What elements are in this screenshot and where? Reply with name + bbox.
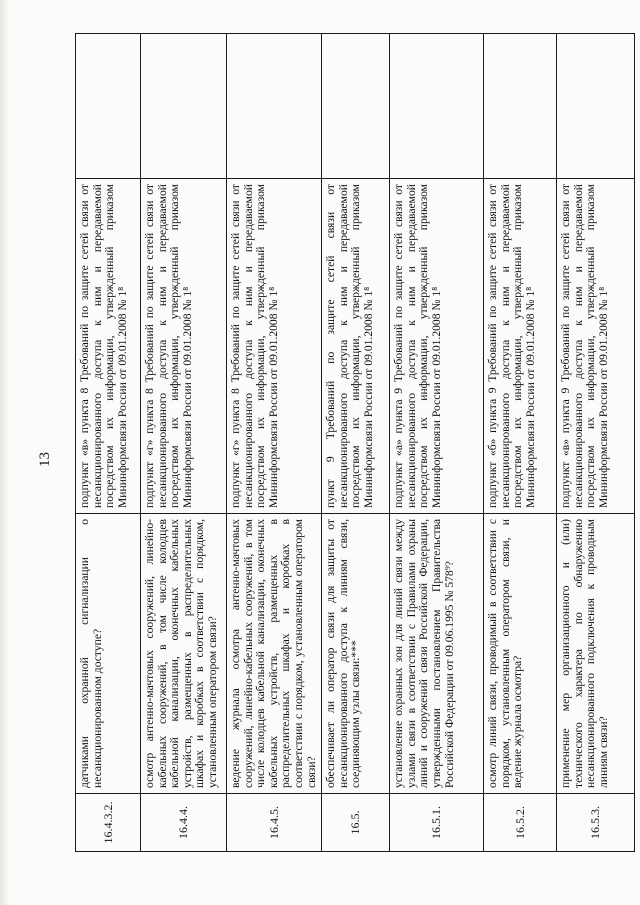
item-requirement: подпункт «г» пункта 8 Требований по защите сетей связи от несанкционированного доступа к ним и передаваемой посредством их информации, утвержденный приказом Мининформсвязи России от 09.01.2008 № 1⁸ [141, 179, 227, 514]
item-question: осмотр антенно-мачтовых сооружений, линейно-кабельных сооружений, в том числе колодцев кабельной канализации, оконечных кабельных устройств, размещенных в распределительных шкафах и коробках в соответствии с порядком, установленным оператором связи? [141, 514, 227, 794]
scan-edge-shadow [0, 0, 10, 905]
item-number: 16.5.1. [390, 794, 484, 852]
item-answer-cell [141, 34, 227, 179]
item-answer-cell [227, 34, 322, 179]
item-requirement: подпункт «б» пункта 9 Требований по защите сетей связи от несанкционированного доступа к ним и передаваемой посредством их информации, утвержденный приказом Мининформсвязи России от 09.01.2008 № 1⁸ [484, 179, 557, 514]
item-requirement: подпункт «в» пункта 9 Требований по защите сетей связи от несанкционированного доступа к ним и передаваемой посредством их информации, утвержденный приказом Мининформсвязи России от 09.01.2008 № 1⁸ [557, 179, 635, 514]
table-row [141, 34, 227, 852]
item-answer-cell [76, 34, 141, 179]
page-number: 13 [37, 452, 53, 467]
item-answer-cell [390, 34, 484, 179]
table-row [76, 34, 141, 852]
table-row [557, 34, 635, 852]
item-number: 16.4.3.2. [76, 794, 141, 852]
table-row [484, 34, 557, 852]
item-question: применение мер организационного и (или) технического характера по обнаружению несанкционированного подключения к проводным линиям связи? [557, 514, 635, 794]
item-question: обеспечивает ли оператор связи для защиты от несанкционированного доступа к линиям связи, соединяющим узлы связи:*** [322, 514, 390, 794]
item-question: установление охранных зон для линий связи между узлами связи в соответствии с Правилами охраны линий и сооружений связи Российской Федерации, утвержденными постановлением Правительства Российской Федерации от 09.06.1995 № 578⁹? [390, 514, 484, 794]
item-answer-cell [557, 34, 635, 179]
item-number: 16.5. [322, 794, 390, 852]
table-row [390, 34, 484, 852]
checklist-table [75, 33, 635, 852]
item-question: датчиками охранной сигнализации о несанкционированном доступе? [76, 514, 141, 794]
item-number: 16.5.3. [557, 794, 635, 852]
item-requirement: подпункт «в» пункта 8 Требований по защите сетей связи от несанкционированного доступа к ним и передаваемой посредством их информации, утвержденный приказом Мининформсвязи России от 09.01.2008 № 1⁸ [76, 179, 141, 514]
item-requirement: подпункт «а» пункта 9 Требований по защите сетей связи от несанкционированного доступа к ним и передаваемой посредством их информации, утвержденный приказом Мининформсвязи России от 09.01.2008 № 1⁸ [390, 179, 484, 514]
item-question: осмотр линий связи, проводимый в соответствии с порядком, установленным оператором связи, и ведение журнала осмотра? [484, 514, 557, 794]
item-requirement: пункт 9 Требований по защите сетей связи от несанкционированного доступа к ним и передаваемой посредством их информации, утвержденный приказом Мининформсвязи России от 09.01.2008 № 1⁸ [322, 179, 390, 514]
item-number: 16.4.5. [227, 794, 322, 852]
item-answer-cell [484, 34, 557, 179]
item-requirement: подпункт «г» пункта 8 Требований по защите сетей связи от несанкционированного доступа к ним и передаваемой посредством их информации, утвержденный приказом Мининформсвязи России от 09.01.2008 № 1⁸ [227, 179, 322, 514]
item-number: 16.5.2. [484, 794, 557, 852]
checklist-table-rotated [75, 34, 631, 852]
table-row [227, 34, 322, 852]
table-row [322, 34, 390, 852]
item-number: 16.4.4. [141, 794, 227, 852]
item-answer-cell [322, 34, 390, 179]
item-question: ведение журнала осмотра антенно-мачтовых сооружений, линейно-кабельных сооружений, в том числе колодцев кабельной канализации, оконечных кабельных устройств, размещенных в распределительных шкафах и коробках в соответствии с порядком, установленным оператором связи? [227, 514, 322, 794]
